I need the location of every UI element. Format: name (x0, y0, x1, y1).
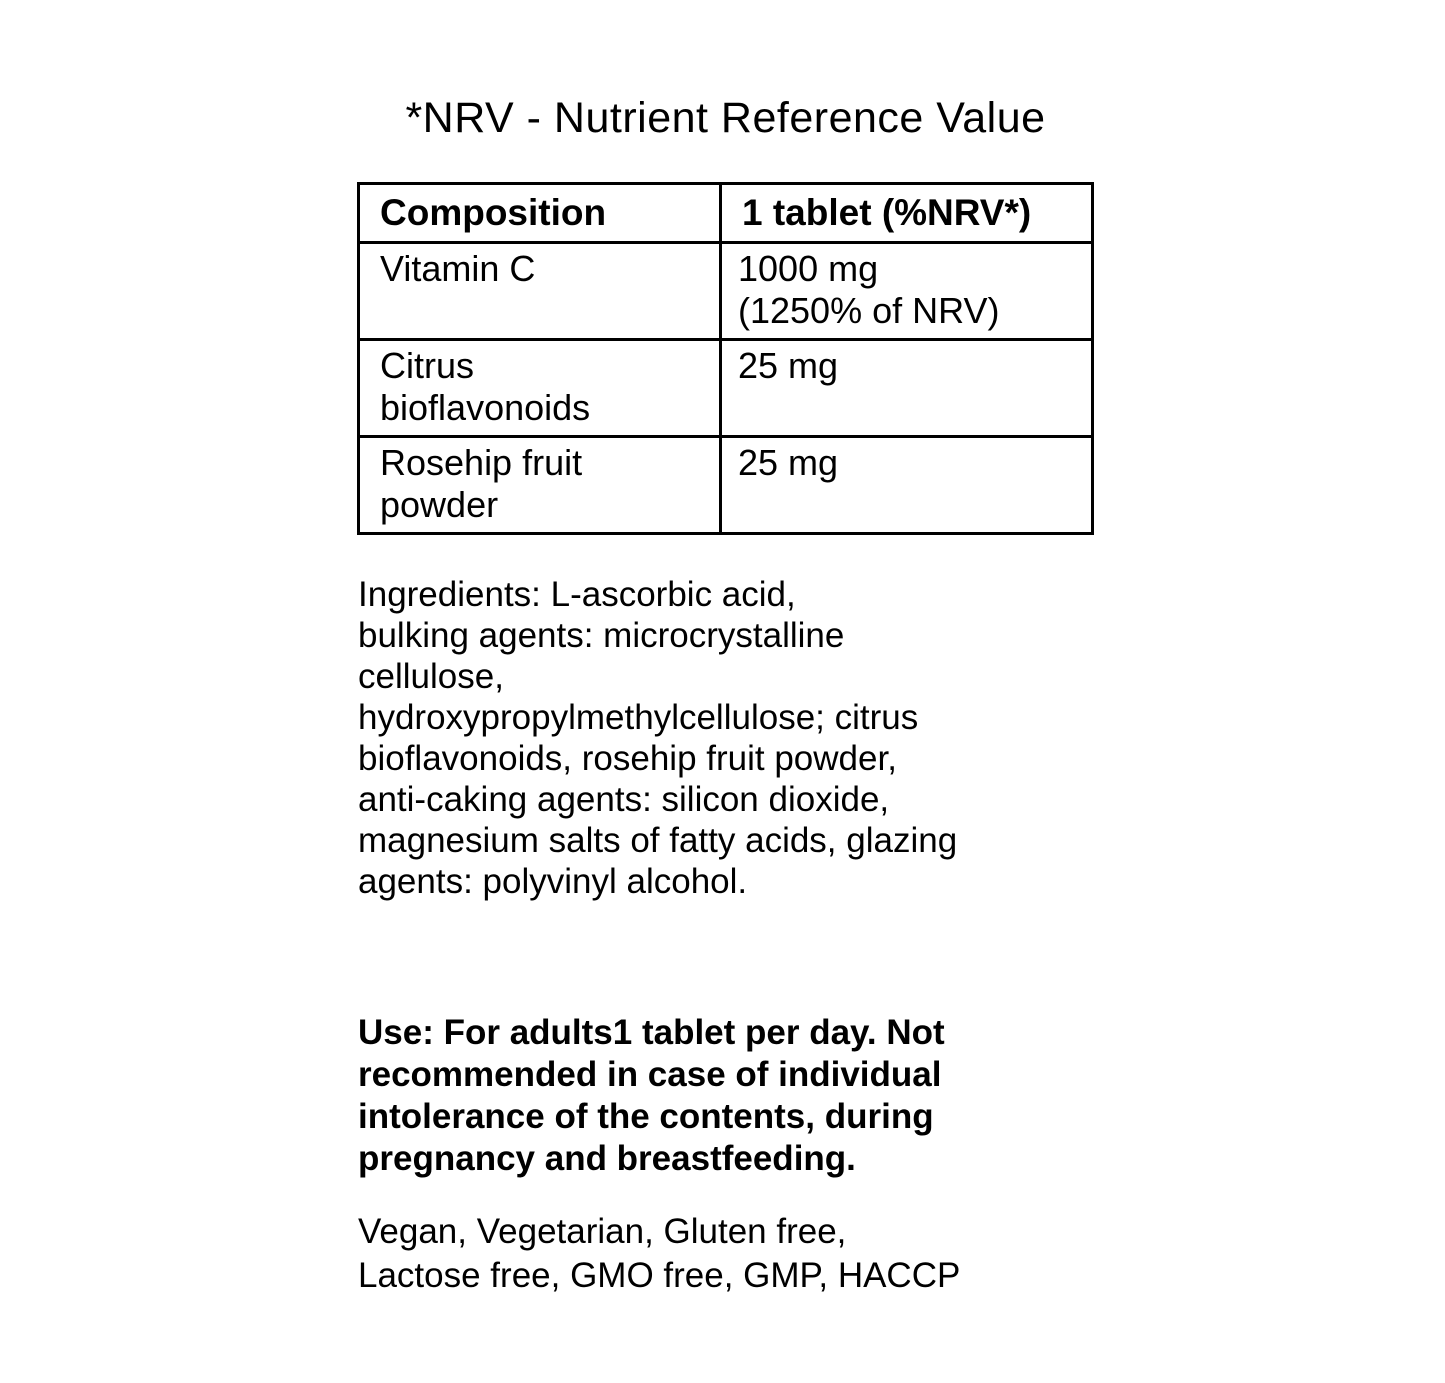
usage-directions-paragraph (358, 1012, 1118, 1180)
text-line: (1250% of NRV) (738, 290, 1000, 331)
text-line: anti-caking agents: silicon dioxide, (358, 780, 890, 819)
nutrient-name-cell (359, 437, 721, 534)
text-line: agents: polyvinyl alcohol. (358, 862, 748, 901)
nutrient-value-cell (721, 340, 1093, 437)
amount-column-header: 1 tablet (%NRV*) (721, 184, 1093, 243)
text-line: Vegan, Vegetarian, Gluten free, (358, 1212, 847, 1251)
text-line: powder (380, 484, 499, 525)
nutrient-value-cell (721, 437, 1093, 534)
text-line: Ingredients: L-ascorbic acid, (358, 575, 796, 614)
certifications-paragraph (358, 1210, 1118, 1298)
text-line: magnesium salts of fatty acids, glazing (358, 821, 958, 860)
text-line: cellulose, (358, 657, 504, 696)
text-line: intolerance of the contents, during (358, 1097, 934, 1136)
composition-table-header-row (359, 184, 1093, 243)
nutrient-name-cell (359, 340, 721, 437)
nutrient-name-cell (359, 243, 721, 340)
ingredients-paragraph (358, 574, 1118, 902)
table-row-vitamin-c (359, 243, 1093, 340)
nutrient-value-cell (721, 243, 1093, 340)
composition-column-header: Composition (359, 184, 721, 243)
text-line: bioflavonoids, rosehip fruit powder, (358, 739, 897, 778)
text-line: Vitamin C (380, 248, 536, 289)
text-line: Lactose free, GMO free, GMP, HACCP (358, 1256, 961, 1295)
text-line: bioflavonoids (380, 387, 591, 428)
text-line: 25 mg (738, 345, 839, 386)
text-line: 25 mg (738, 442, 839, 483)
composition-table (357, 182, 1094, 535)
text-line: bulking agents: microcrystalline (358, 616, 845, 655)
text-line: Use: For adults1 tablet per day. Not (358, 1013, 945, 1052)
table-row-rosehip-fruit-powder (359, 437, 1093, 534)
text-line: Rosehip fruit (380, 442, 583, 483)
nrv-definition-title: *NRV - Nutrient Reference Value (405, 94, 1046, 142)
table-row-citrus-bioflavonoids (359, 340, 1093, 437)
text-line: 1000 mg (738, 248, 879, 289)
text-line: hydroxypropylmethylcellulose; citrus (358, 698, 919, 737)
text-line: recommended in case of individual (358, 1055, 942, 1094)
text-line: pregnancy and breastfeeding. (358, 1139, 856, 1178)
text-line: Citrus (380, 345, 475, 386)
